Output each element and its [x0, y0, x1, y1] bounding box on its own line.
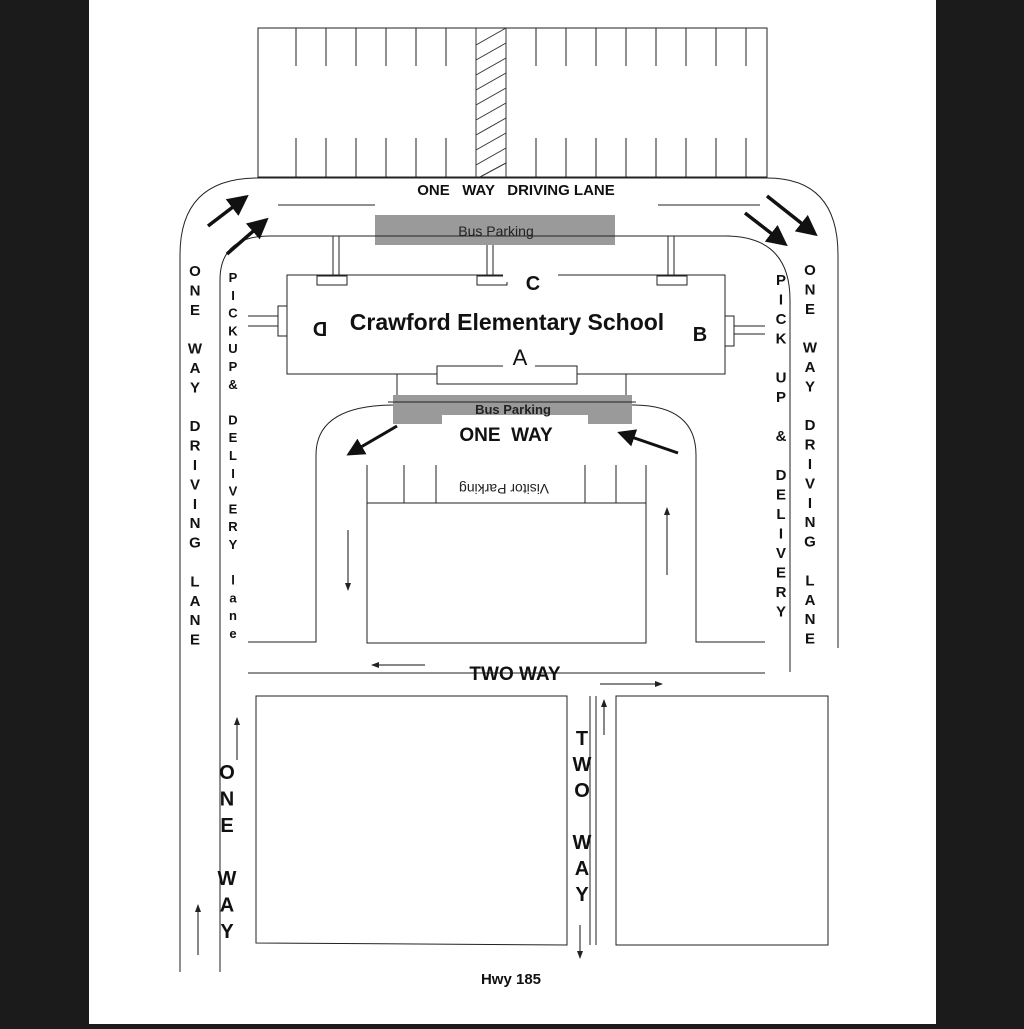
top-lane-label: ONE WAY DRIVING LANE	[417, 182, 615, 199]
campus-map	[89, 0, 936, 1024]
bus-parking-north-label: Bus Parking	[458, 223, 534, 239]
bus-parking-south-label: Bus Parking	[475, 402, 551, 417]
entrance-a-label: A	[512, 345, 528, 370]
hatched-zone	[476, 28, 506, 177]
right-inner-lane-label: P I C K U P & D E L I V E R Y	[775, 272, 787, 621]
map-page	[89, 0, 936, 1024]
school-name: Crawford Elementary School	[349, 309, 665, 335]
left-inner-lane-label: P I C K U P & D E L I V E R Y l a n e	[228, 270, 238, 641]
right-outer-lane-label: O N E W A Y D R I V I N G L A N E	[802, 262, 818, 648]
bus-parking-south	[388, 395, 636, 424]
visitor-parking-label: Visitor Parking	[458, 481, 550, 497]
center-bottom-lane-label: T W O W A Y	[572, 728, 592, 906]
bus-parking-north	[280, 215, 730, 245]
highway-label: Hwy 185	[480, 971, 542, 988]
arrow-top-left-outer	[208, 197, 246, 226]
entrance-c-label: C	[525, 273, 541, 295]
left-outer-lane-label: O N E W A Y D R I V I N G L A N E	[187, 263, 203, 649]
left-bottom-lane-label: O N E W A Y	[217, 762, 237, 943]
entrance-b-label: B	[692, 324, 708, 346]
arrow-top-right-outer	[767, 196, 815, 234]
southeast-block	[616, 696, 828, 945]
southwest-block	[256, 696, 567, 945]
north-parking-lot	[258, 28, 767, 177]
arrow-center-right	[620, 433, 678, 453]
one-way-center-label: ONE WAY	[459, 425, 553, 446]
two-way-label: TWO WAY	[469, 664, 561, 685]
arrow-center-left	[349, 426, 397, 454]
entrance-d-label: D	[312, 317, 328, 339]
arrow-top-left-inner	[227, 220, 266, 254]
